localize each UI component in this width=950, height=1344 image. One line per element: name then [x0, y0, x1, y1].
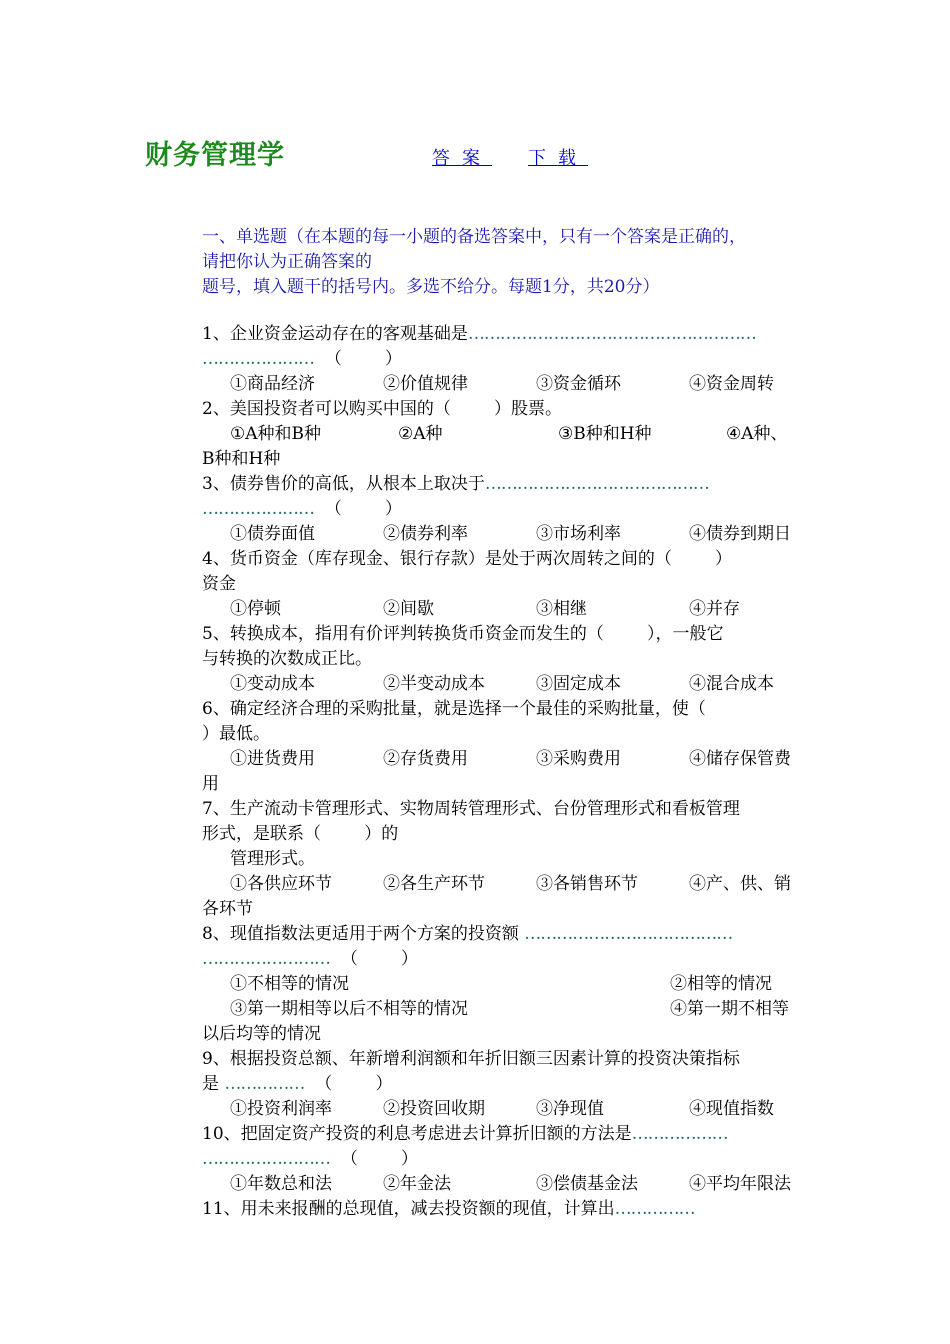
option: ④债券到期日 [689, 524, 791, 544]
options-6 [202, 747, 808, 772]
page-title: 财务管理学 [145, 140, 285, 171]
option: ①不相等的情况 [230, 974, 349, 994]
option: ④并存 [689, 599, 740, 619]
download-link[interactable]: 下载 [528, 148, 588, 169]
option: ③采购费用 [536, 749, 621, 769]
option: ①变动成本 [230, 674, 315, 694]
option: ①商品经济 [230, 374, 315, 394]
option: ③市场利率 [536, 524, 621, 544]
option: ③第一期相等以后不相等的情况 [230, 999, 468, 1019]
option: ①投资利润率 [230, 1099, 332, 1119]
option: ①进货费用 [230, 749, 315, 769]
question-1: 1、企业资金运动存在的客观基础是……………………………………………… [202, 324, 756, 344]
options-3 [202, 522, 808, 547]
option: ③偿债基金法 [536, 1174, 638, 1194]
option: ①债券面值 [230, 524, 315, 544]
question-6: 6、确定经济合理的采购批量，就是选择一个最佳的采购批量，使（ [202, 699, 706, 719]
question-10: 10、把固定资产投资的利息考虑进去计算折旧额的方法是……………… [202, 1124, 728, 1144]
question-8: 8、现值指数法更适用于两个方案的投资额 ………………………………… [202, 924, 733, 944]
option: ④现值指数 [689, 1099, 774, 1119]
option: ①停顿 [230, 599, 281, 619]
question-7: 7、生产流动卡管理形式、实物周转管理形式、台份管理形式和看板管理 [202, 799, 740, 819]
option: ③各销售环节 [536, 874, 638, 894]
option: ③净现值 [536, 1099, 604, 1119]
section-line: 请把你认为正确答案的 [202, 252, 372, 272]
options-4 [202, 597, 808, 622]
option: ④储存保管费 [689, 749, 791, 769]
option: ②A种 [398, 424, 443, 444]
option: ②半变动成本 [383, 674, 485, 694]
option: ②年金法 [383, 1174, 451, 1194]
option: ④资金周转 [689, 374, 774, 394]
answer-link[interactable]: 答案 [432, 148, 492, 169]
option: ②相等的情况 [670, 974, 772, 994]
option: ④混合成本 [689, 674, 774, 694]
question-list: 1、企业资金运动存在的客观基础是……………………………………………… ………………… （ ） ①商品经济 ②价值规律 ③资金循环 ④资金周转 2、美国投资者可以购买中国的（ ）股票。 ①A种和B种 ②A种 ③B种和H种 ④A种、 B种和H种 3、债券售价的高低，从根本上取决于…………………………………… ………………… （ ） ①债券面值 ②债券利率 ③市场利率 ④债券到期日 4、货币资金（库存现金、银行存款）是处于两次周转之间的（ ） 资金 ①停顿 ②间歇 ③相继 ④并存 5、转换成本，指用有价评判转换货币资金而发生的（ ），一般它 与转换的次数成正比。 ①变动成本 ②半变动成本 ③固定成本 ④混合成本 6、确定经济合理的采购批量，就是选择一个最佳的采购批量，使（ ）最低。 ①进货费用 ②存货费用 ③采购费用 ④储存保管费 用 7、生产流动卡管理形式、实物周转管理形式、台份管理形式和看板管理 形式，是联系（ ）的 管理形式。 ①各供应环节 ②各生产环节 ③各销售环节 ④产、供、销 各环节 8、现值指数法更适用于两个方案的投资额 ………………………………… …………………… （ ） ①不相等的情况 ②相等的情况 ③第一期相等以后不相等的情况 ④第一期不相等 以后均等的情况 9、根据投资总额、年新增利润额和年折旧额三因素计算的投资决策指标 是 …………… （ ） ①投资利润率 ②投资回收期 ③净现值 ④现值指数 10、把固定资产投资的利息考虑进去计算折旧额的方法是……………… …………………… （ ） ①年数总和法 ②年金法 ③偿债基金法 ④平均年限法 11、用未来报酬的总现值，减去投资额的现值，计算出…………… [202, 322, 808, 1222]
option: ④第一期不相等 [670, 999, 789, 1019]
options-5 [202, 672, 808, 697]
option: ④产、供、销 [689, 874, 791, 894]
option: ①A种和B种 [230, 424, 322, 444]
options-9 [202, 1097, 808, 1122]
option: ③固定成本 [536, 674, 621, 694]
option: ④平均年限法 [689, 1174, 791, 1194]
section-line: 一、单选题（在本题的每一小题的备选答案中，只有一个答案是正确的， [202, 227, 746, 247]
section-heading [202, 225, 812, 300]
option: ④A种、 [726, 424, 788, 444]
option: ③资金循环 [536, 374, 621, 394]
question-11: 11、用未来报酬的总现值，减去投资额的现值，计算出…………… [202, 1199, 695, 1219]
header-links [432, 144, 624, 170]
option: ②间歇 [383, 599, 434, 619]
options-2 [202, 422, 808, 447]
question-3: 3、债券售价的高低，从根本上取决于…………………………………… [202, 474, 709, 494]
option: ①年数总和法 [230, 1174, 332, 1194]
option: ②债券利率 [383, 524, 468, 544]
option: ③B种和H种 [558, 424, 652, 444]
section-line: 题号，填入题干的括号内。多选不给分。每题1分，共20分） [202, 277, 660, 297]
question-5: 5、转换成本，指用有价评判转换货币资金而发生的（ ），一般它 [202, 624, 724, 644]
option: ①各供应环节 [230, 874, 332, 894]
option: ③相继 [536, 599, 587, 619]
option: ②存货费用 [383, 749, 468, 769]
question-9: 9、根据投资总额、年新增利润额和年折旧额三因素计算的投资决策指标 [202, 1049, 740, 1069]
options-1 [202, 372, 808, 397]
option: ②各生产环节 [383, 874, 485, 894]
question-4: 4、货币资金（库存现金、银行存款）是处于两次周转之间的（ ） [202, 549, 733, 569]
options-10 [202, 1172, 808, 1197]
question-2: 2、美国投资者可以购买中国的（ ）股票。 [202, 399, 563, 419]
options-8 [202, 972, 808, 997]
options-7 [202, 872, 808, 897]
option: ②投资回收期 [383, 1099, 485, 1119]
option: ②价值规律 [383, 374, 468, 394]
